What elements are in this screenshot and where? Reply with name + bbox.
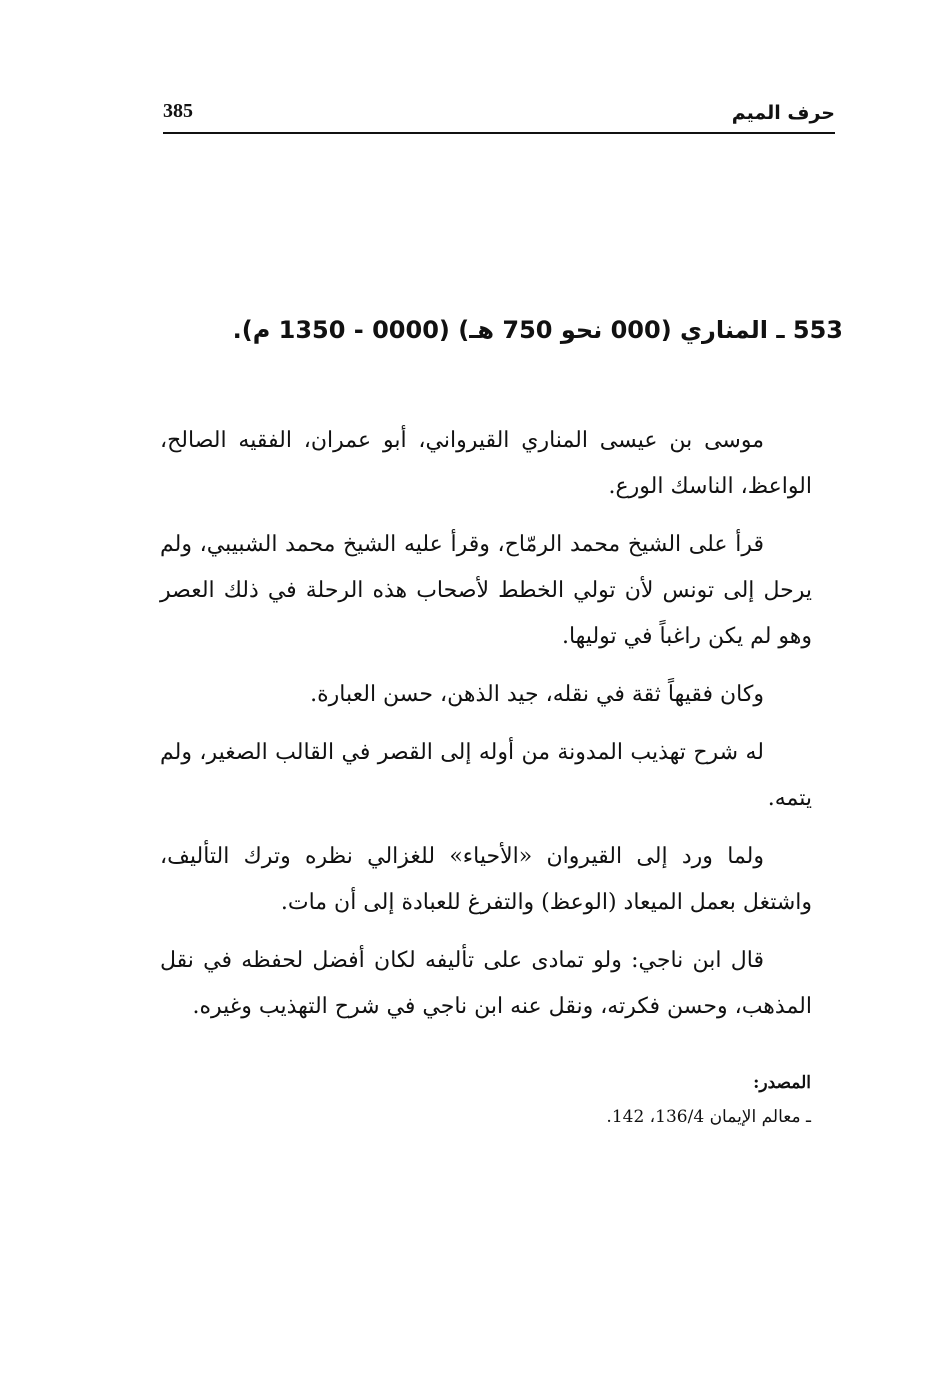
running-header <box>163 100 835 134</box>
entry-heading: 553 ـ المناري (000 نحو 750 هـ) (0000 - 1350 م). <box>232 316 843 344</box>
page-number: 385 <box>163 100 193 122</box>
paragraph-ibn-naji: قال ابن ناجي: ولو تمادى على تأليفه لكان أفضل لحفظه في نقل المذهب، وحسن فكرته، ونقل عنه ابن ناجي في شرح التهذيب وغيره. <box>160 948 812 1019</box>
paragraph-studies: قرأ على الشيخ محمد الرمّاح، وقرأ عليه الشيخ محمد الشبيبي، ولم يرحل إلى تونس لأن تولي الخطط لأصحاب هذه الرحلة في ذلك العصر وهو لم يكن راغباً في توليها. <box>160 532 812 649</box>
paragraph-biography: موسى بن عيسى المناري القيرواني، أبو عمران، الفقيه الصالح، الواعظ، الناسك الورع. <box>160 428 812 499</box>
paragraph-character: وكان فقيهاً ثقة في نقله، جيد الذهن، حسن العبارة. <box>310 682 764 707</box>
source-item: ـ معالم الإيمان 136/4، 142. <box>606 1107 811 1127</box>
entry-body <box>160 418 812 1042</box>
source-label: المصدر: <box>753 1073 811 1093</box>
paragraph-works: له شرح تهذيب المدونة من أوله إلى القصر في القالب الصغير، ولم يتمه. <box>160 740 812 811</box>
source-block <box>311 1073 811 1127</box>
paragraph-later-life: ولما ورد إلى القيروان «الأحياء» للغزالي نظره وترك التأليف، واشتغل بعمل الميعاد (الوعظ) والتفرغ للعبادة إلى أن مات. <box>160 844 812 915</box>
section-title: حرف الميم <box>731 102 835 124</box>
